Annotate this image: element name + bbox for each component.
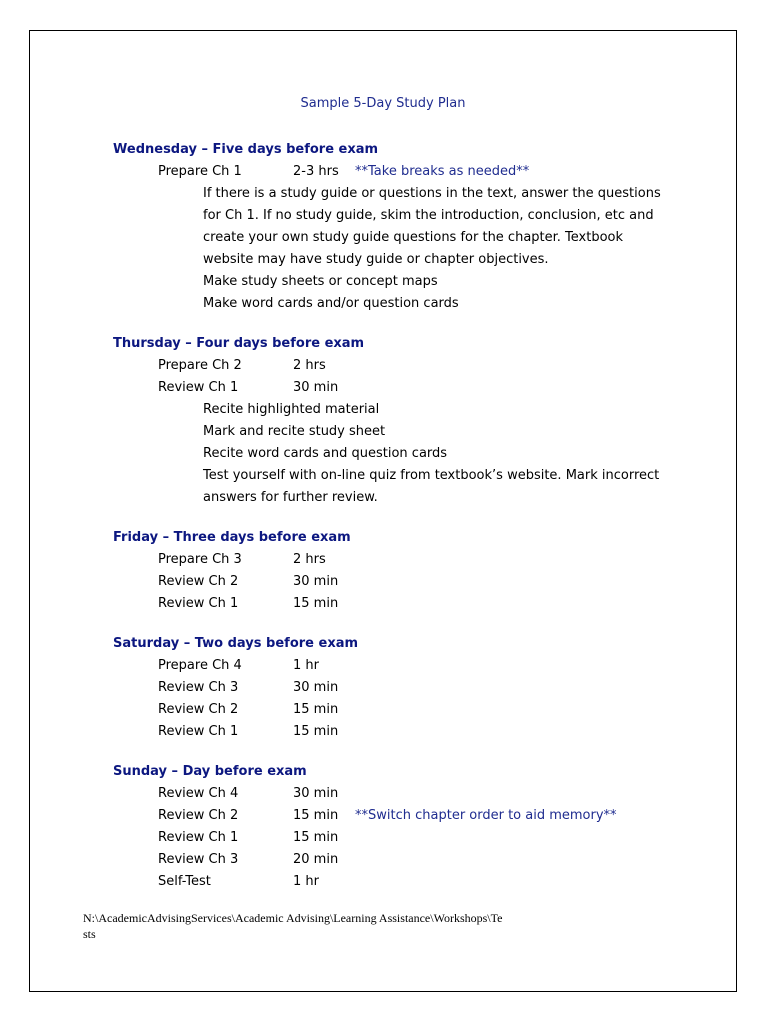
task-row: [113, 593, 713, 615]
task-row: [113, 699, 713, 721]
task-name: Prepare Ch 1: [158, 164, 242, 179]
task-notes: [203, 183, 673, 315]
task-duration: 1 hr: [293, 658, 319, 673]
task-duration: 15 min: [293, 702, 339, 717]
task-duration: 30 min: [293, 380, 339, 395]
task-name: Prepare Ch 2: [158, 358, 242, 373]
day-heading: Thursday – Four days before exam: [113, 336, 365, 351]
task-note: Recite word cards and question cards: [203, 446, 448, 461]
task-row: [113, 871, 713, 893]
task-duration: 2 hrs: [293, 552, 326, 567]
task-duration: 2-3 hrs: [293, 164, 339, 179]
task-row: [113, 783, 713, 805]
task-duration: 30 min: [293, 574, 339, 589]
document-title: Sample 5-Day Study Plan: [300, 96, 466, 111]
task-note: Recite highlighted material: [203, 402, 380, 417]
day-section: [113, 139, 713, 315]
task-row: [113, 161, 713, 183]
task-row: [113, 677, 713, 699]
day-heading: Sunday – Day before exam: [113, 764, 307, 779]
task-duration: 15 min: [293, 724, 339, 739]
task-name: Self-Test: [158, 874, 211, 889]
task-name: Review Ch 1: [158, 724, 239, 739]
task-name: Review Ch 3: [158, 680, 239, 695]
task-row: [113, 721, 713, 743]
task-name: Review Ch 1: [158, 596, 239, 611]
task-notes: [203, 399, 673, 509]
task-name: Review Ch 2: [158, 574, 239, 589]
day-section: [113, 761, 713, 893]
task-name: Review Ch 4: [158, 786, 239, 801]
task-duration: 30 min: [293, 786, 339, 801]
task-row: [113, 655, 713, 677]
task-name: Prepare Ch 3: [158, 552, 242, 567]
task-row: [113, 805, 713, 827]
day-heading: Saturday – Two days before exam: [113, 636, 359, 651]
task-duration: 30 min: [293, 680, 339, 695]
task-duration: 20 min: [293, 852, 339, 867]
study-plan-content: [113, 139, 713, 911]
task-row: [113, 571, 713, 593]
task-note: Mark and recite study sheet: [203, 424, 386, 439]
task-name: Review Ch 2: [158, 702, 239, 717]
task-note: Test yourself with on-line quiz from textbook’s website. Mark incorrect answers for further review.: [203, 468, 660, 505]
task-name: Review Ch 1: [158, 830, 239, 845]
day-heading: Friday – Three days before exam: [113, 530, 351, 545]
task-row: [113, 377, 713, 399]
task-note: Make study sheets or concept maps: [203, 274, 438, 289]
task-duration: 15 min: [293, 808, 339, 823]
task-name: Review Ch 3: [158, 852, 239, 867]
document-page: [29, 30, 737, 992]
task-row: [113, 355, 713, 377]
task-duration: 2 hrs: [293, 358, 326, 373]
task-duration: 15 min: [293, 596, 339, 611]
task-row: [113, 849, 713, 871]
task-duration: 1 hr: [293, 874, 319, 889]
task-row: [113, 827, 713, 849]
task-tip-note: **Take breaks as needed**: [355, 164, 530, 179]
task-name: Prepare Ch 4: [158, 658, 242, 673]
task-tip-note: **Switch chapter order to aid memory**: [355, 808, 617, 823]
day-section: [113, 633, 713, 743]
task-duration: 15 min: [293, 830, 339, 845]
task-name: Review Ch 2: [158, 808, 239, 823]
task-note: If there is a study guide or questions in the text, answer the questions for Ch 1. If no study guide, skim the introduction, conclusion, etc and create your own study guide questions for the chapter. Textbook website may have study guide or chapter objectives.: [203, 186, 661, 267]
file-path-footer: N:\AcademicAdvisingServices\Academic Advising\Learning Assistance\Workshops\Tests: [83, 911, 503, 941]
day-section: [113, 527, 713, 615]
task-note: Make word cards and/or question cards: [203, 296, 459, 311]
day-heading: Wednesday – Five days before exam: [113, 142, 379, 157]
task-row: [113, 549, 713, 571]
day-section: [113, 333, 713, 509]
task-name: Review Ch 1: [158, 380, 239, 395]
